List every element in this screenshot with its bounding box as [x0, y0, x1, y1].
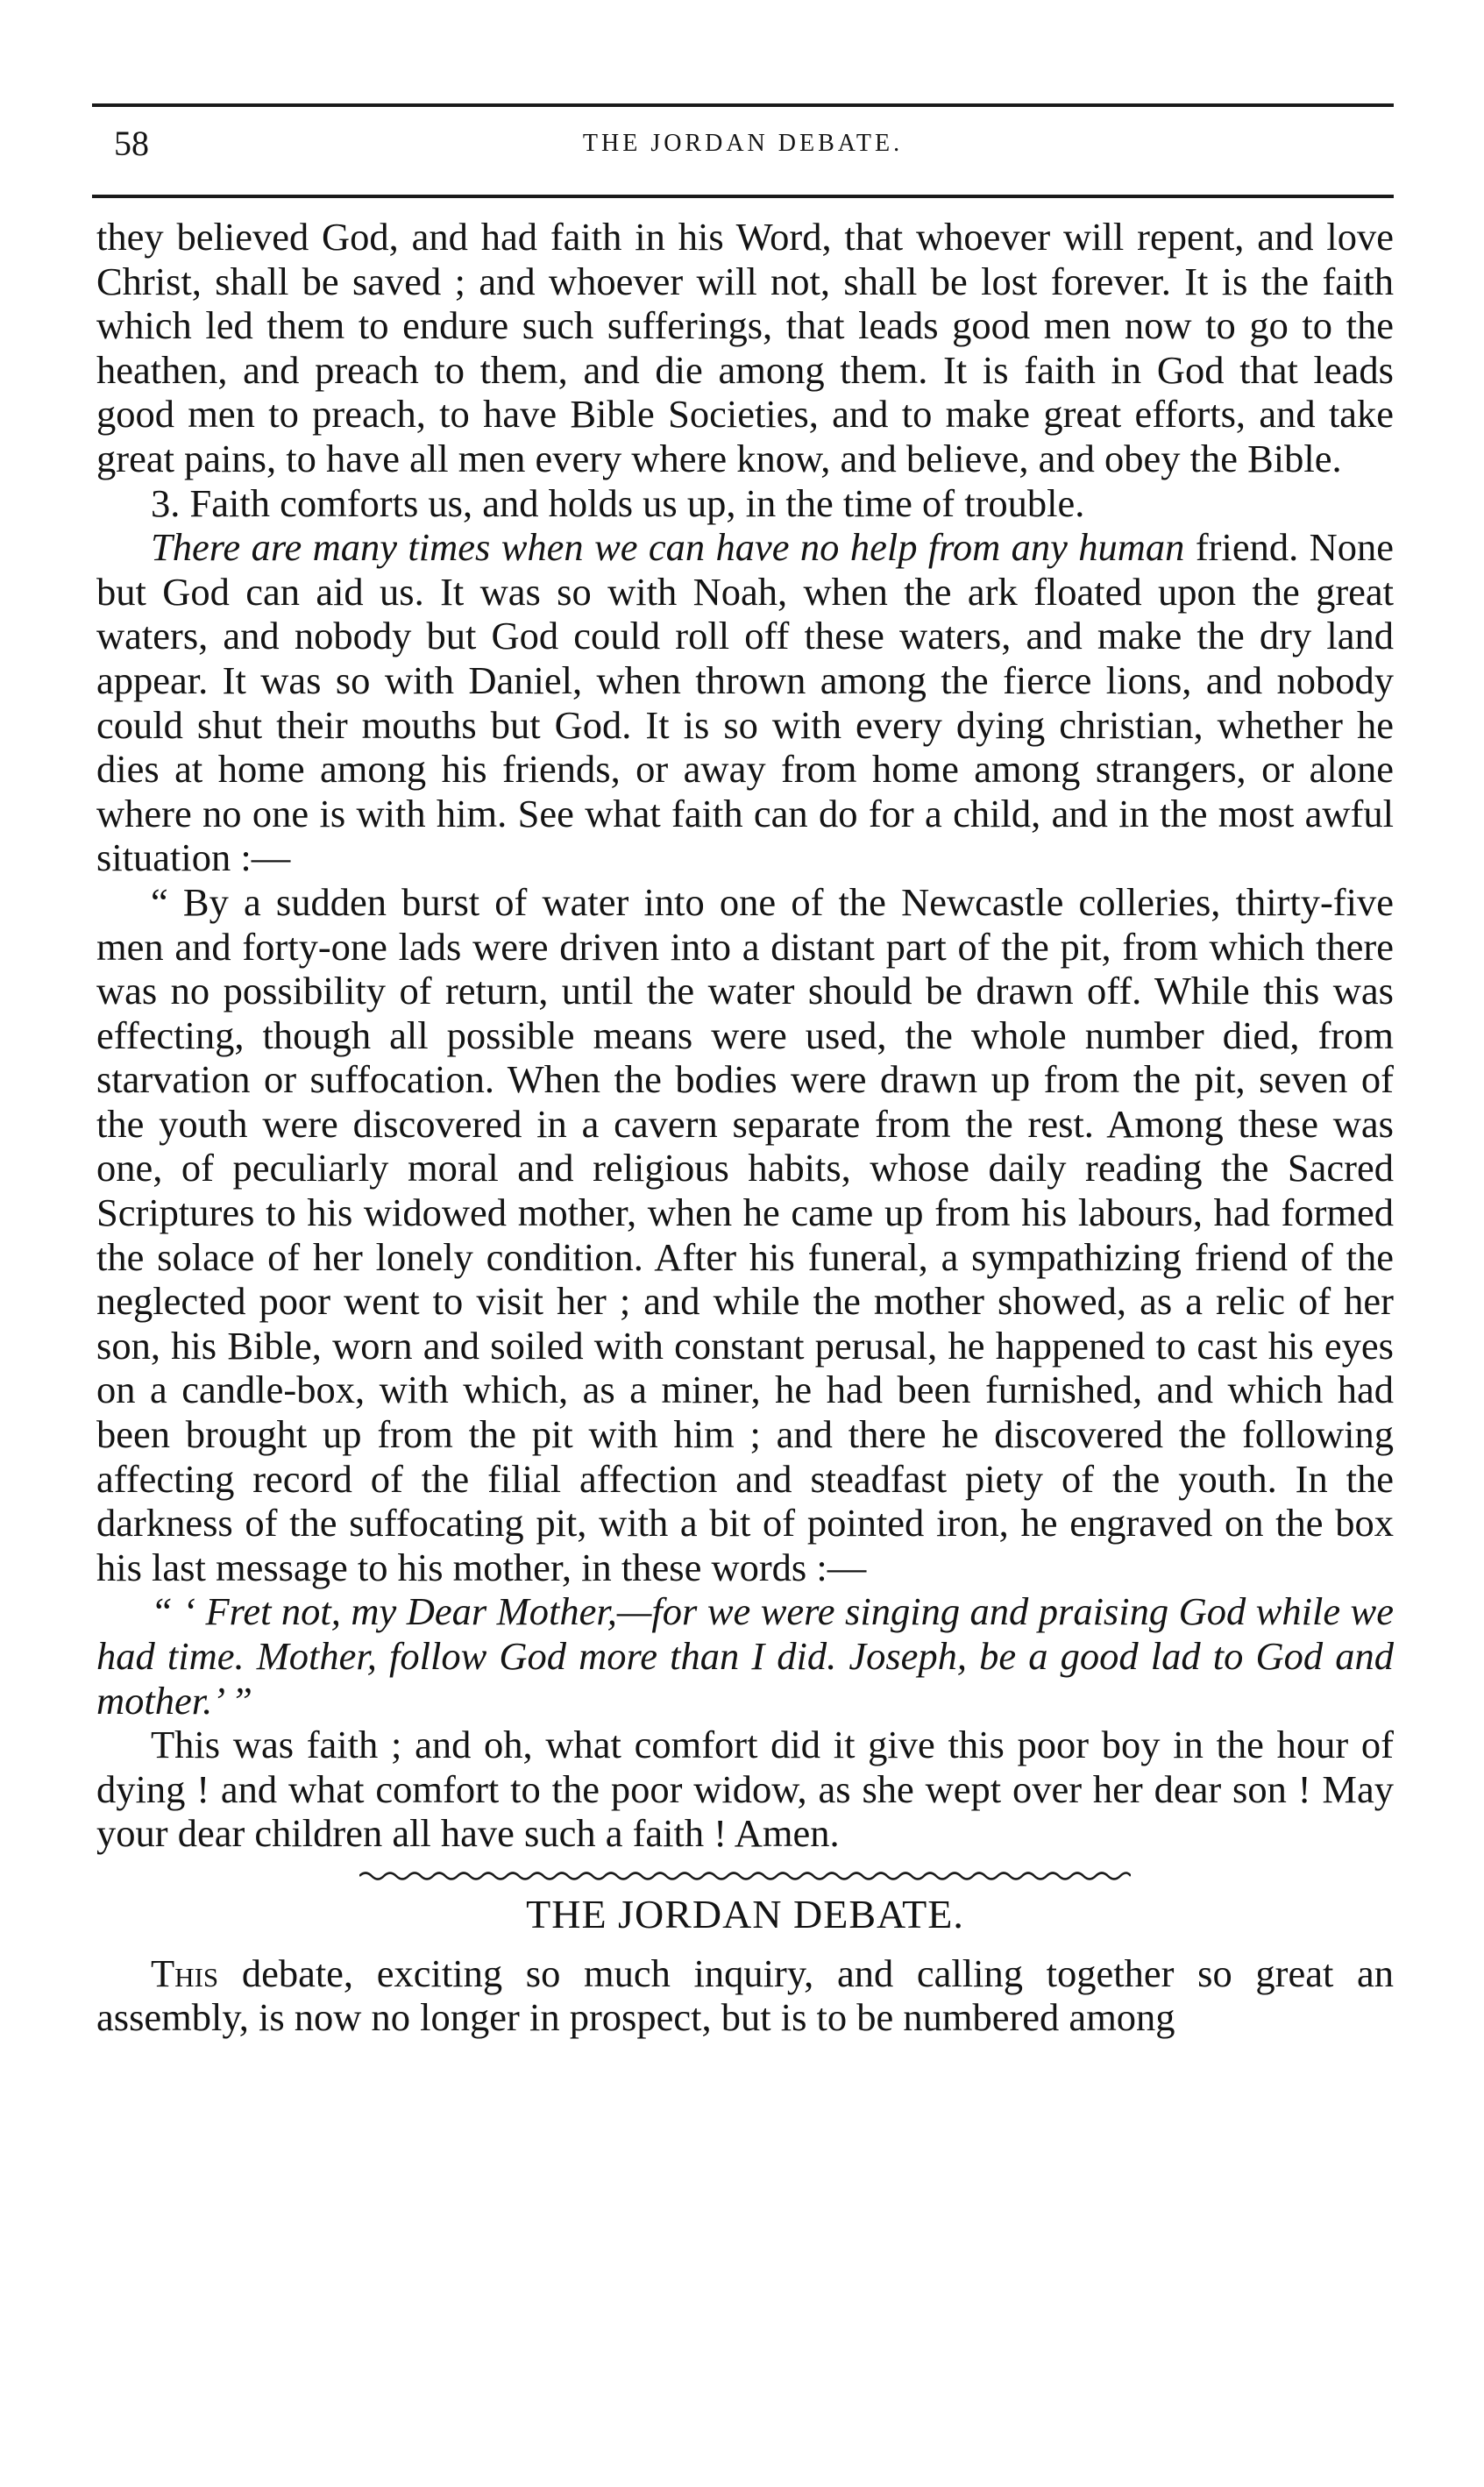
section-title: THE JORDAN DEBATE. [526, 1891, 964, 1936]
paragraph-text: friend. None but God can aid us. It was so with Noah, when the ark floated upon the great waters, and nobody but God could roll off these waters, and make the dry land appear. It was so with Daniel, when thrown among the fierce lions, and nobody could shut their mouths but God. It is so with every dying christian, whether he dies at home among his friends, or away from home among strangers, or alone where no one is with him. See what faith can do for a child, and in the most awful situation :— [96, 525, 1394, 880]
paragraph-engraved-message: “ ‘ Fret not, my Dear Mother,—for we were singing and praising God while we had time. Mother, follow God more than I did. Joseph, be a good lad to God and mother.’ ” [96, 1589, 1394, 1723]
paragraph-closing: This was faith ; and oh, what comfort did it give this poor boy in the hour of dying ! and what comfort to the poor widow, as she wept over her dear son ! May your dear children all have such a faith ! Amen. [96, 1723, 1394, 1856]
paragraph-faith-comforts: 3. Faith comforts us, and holds us up, in the time of trouble. [151, 480, 1085, 525]
italic-emphasis: There are many times when we can have no help from any human [151, 525, 1185, 570]
wavy-divider [359, 1868, 1131, 1884]
running-title: THE JORDAN DEBATE. [582, 130, 904, 157]
paragraph-debate-intro [96, 1951, 1394, 2040]
lead-word: This [151, 1951, 219, 1995]
running-head [92, 123, 1394, 175]
page-body [96, 215, 1394, 2040]
header-top-rule [92, 103, 1394, 107]
page-number: 58 [114, 124, 149, 163]
paragraph-faith-continuation: they believed God, and had faith in his Word, that whoever will repent, and love Christ, shall be saved ; and whoever will not, shall be lost forever. It is the faith which led them to endure such sufferings, that leads good men now to go to the heathen, and preach to them, and die among them. It is faith in God that leads good men to preach, to have Bible Societies, and to make great efforts, and take great pains, to have all men every where know, and believe, and obey the Bible. [96, 215, 1394, 480]
header-bottom-rule [92, 195, 1394, 198]
paragraph-newcastle-story: “ By a sudden burst of water into one of the Newcastle colleries, thirty-five men and forty-one lads were driven into a distant part of the pit, from which there was no possibility of return, until the water should be drawn off. While this was effecting, though all possible means were used, the whole number died, from starvation or suffocation. When the bodies were drawn up from the pit, seven of the youth were discovered in a cavern separate from the rest. Among these was one, of peculiarly moral and religious habits, whose daily reading the Sacred Scriptures to his widowed mother, when he came up from his labours, had formed the solace of her lonely condition. After his funeral, a sympathizing friend of the neglected poor went to visit her ; and while the mother showed, as a relic of her son, his Bible, worn and soiled with constant perusal, he happened to cast his eyes on a candle-box, with which, as a miner, he had been furnished, and which had been brought up from the pit with him ; and there he discovered the following affecting record of the filial affection and steadfast piety of the youth. In the darkness of the suffocating pit, with a bit of pointed iron, he engraved on the box his last message to his mother, in these words :— [96, 879, 1394, 1589]
paragraph-no-human-help [96, 525, 1394, 880]
paragraph-text: debate, exciting so much inquiry, and calling together so great an assembly, is now no longer in prospect, but is to be numbered among [96, 1951, 1394, 2040]
